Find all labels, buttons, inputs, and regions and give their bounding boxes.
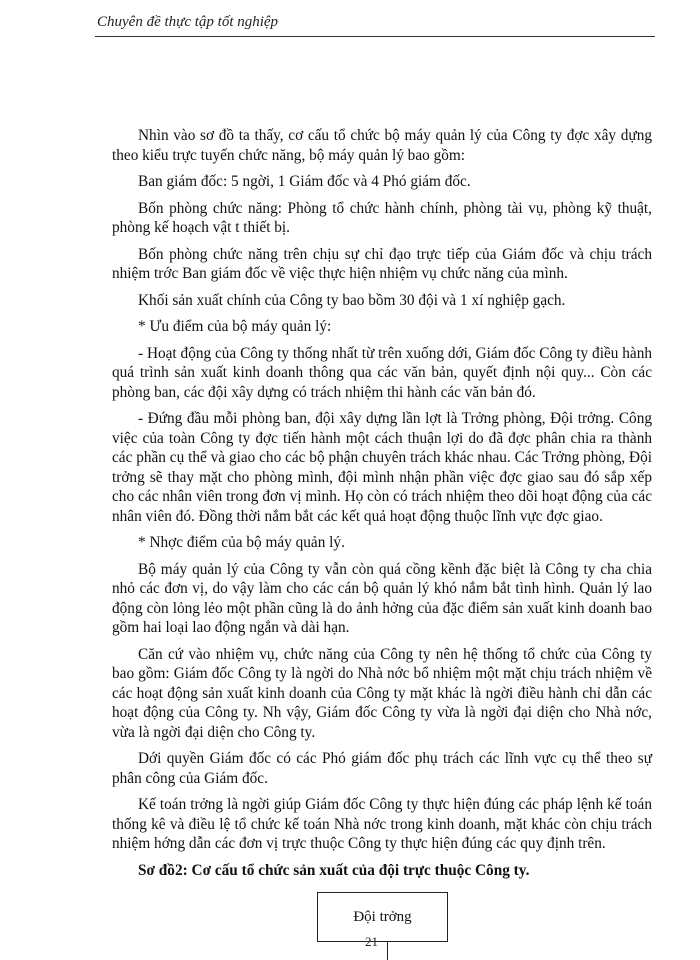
running-header: Chuyên đề thực tập tốt nghiệp [97,14,279,30]
paragraph: Nhìn vào sơ đồ ta thấy, cơ cấu tổ chức bộ máy quản lý của Công ty đợc xây dựng theo kiểu trực tuyến chức năng, bộ máy quản lý bao gồm: [112,127,652,164]
paragraph: * Nhợc điểm của bộ máy quản lý. [138,534,345,551]
paragraph: - Hoạt động của Công ty thống nhất từ trên xuống dới, Giám đốc Công ty điều hành quá trình sản xuất kinh doanh thông qua các văn bản, quyết định nội quy... Còn các phòng ban, các đội xây dựng có trách nhiệm thi hành các văn bản đó. [112,344,652,401]
paragraph: * Ưu điểm của bộ máy quản lý: [138,318,332,335]
paragraph: Căn cứ vào nhiệm vụ, chức năng của Công ty nên hệ thống tổ chức của Công ty bao gồm: Giám đốc Công ty là ngời do Nhà nớc bổ nhiệm một mặt chịu trách nhiệm về các hoạt động sản xuất kinh doanh của Công ty mặt khác là ngời điều hành chỉ dẫn các hoạt động của Công ty. Nh vậy, Giám đốc Công ty vừa là ngời đại diện cho Nhà nớc, vừa là ngời đại diện cho Công ty. [112,645,652,741]
diagram-title: Sơ đồ2: Cơ cấu tổ chức sản xuất của đội trực thuộc Công ty. [138,861,530,879]
paragraph: Dới quyền Giám đốc có các Phó giám đốc phụ trách các lĩnh vực cụ thể theo sự phân công của Giám đốc. [112,750,652,787]
diagram-box-team-leader [317,892,448,942]
paragraph: Ban giám đốc: 5 ngời, 1 Giám đốc và 4 Phó giám đốc. [138,173,471,190]
paragraph: Khối sản xuất chính của Công ty bao bồm 30 đội và 1 xí nghiệp gạch. [138,291,566,309]
paragraph: Bốn phòng chức năng trên chịu sự chỉ đạo trực tiếp của Giám đốc và chịu trách nhiệm trớc Ban giám đốc về việc thực hiện nhiệm vụ chức năng của mình. [112,245,652,282]
document-body [112,126,652,887]
paragraph: - Đứng đầu mỗi phòng ban, đội xây dựng lần lợt là Trởng phòng, Đội trởng. Công việc của toàn Công ty đợc tiến hành một cách thuận lợi do đã đợc phân chia ra thành các phần cụ thể và giao cho các bộ phận chuyên trách khác nhau. Các Trởng phòng, Đội trởng sẽ thay mặt cho phòng mình, đội mình nhận phần việc đợc giao sau đó sắp xếp cho các nhân viên trong đơn vị mình. Họ còn có trách nhiệm theo dõi hoạt động của các nhân viên đó. Đồng thời nắm bắt các kết quả hoạt động thuộc lĩnh vực đợc giao. [112,410,652,525]
diagram-connector [387,941,388,960]
paragraph: Bộ máy quản lý của Công ty vẫn còn quá cồng kềnh đặc biệt là Công ty cha chia nhỏ các đơn vị, do vậy làm cho các cán bộ quản lý khó nắm bắt tình hình. Quản lý lao động còn lỏng lẻo một phần cũng là do ảnh hởng của đặc điểm sản xuất kinh doanh bao gồm hai loại lao động ngắn và dài hạn. [112,560,652,636]
paragraph: Kế toán trởng là ngời giúp Giám đốc Công ty thực hiện đúng các pháp lệnh kế toán thống kê và điều lệ tổ chức kế toán Nhà nớc trong kinh doanh, mặt khác còn chịu trách nhiệm hớng dẫn các đơn vị trực thuộc Công ty thực hiện đúng các quy định trên. [112,796,652,852]
header-rule [95,36,655,37]
page-number: 21 [365,934,378,949]
paragraph: Bốn phòng chức năng: Phòng tổ chức hành chính, phòng tài vụ, phòng kỹ thuật, phòng kế hoạch vật t thiết bị. [112,199,652,236]
diagram-box-label: Đội trởng [353,908,412,925]
